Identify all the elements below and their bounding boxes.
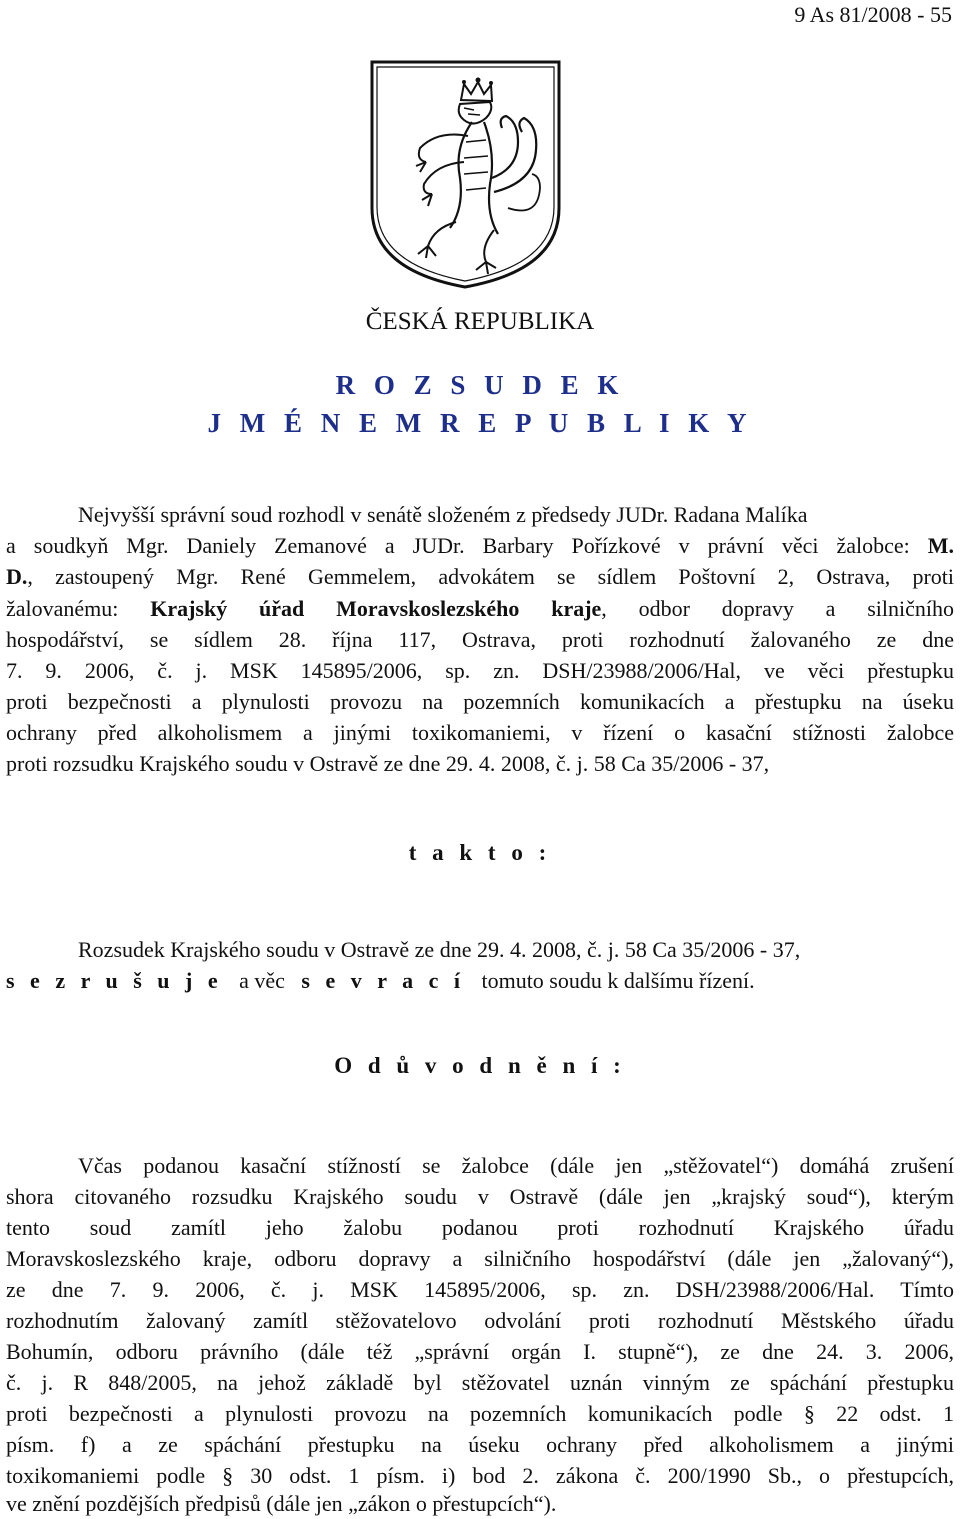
reasoning-line xyxy=(6,1181,954,1212)
case-number: 9 As 81/2008 - 55 xyxy=(794,2,952,27)
reasoning-text: Bohumín, odboru právního (dále též „správní orgán I. stupně“), ze dne 24. 3. 2006, xyxy=(6,1339,954,1364)
reasoning-line xyxy=(6,1274,954,1305)
intro-line xyxy=(6,530,954,561)
intro-text: ochrany před alkoholismem a jinými toxikomaniemi, v řízení o kasační stížnosti žalobce xyxy=(6,720,954,745)
country-heading: ČESKÁ REPUBLIKA xyxy=(365,308,595,335)
section-sign: § xyxy=(222,1463,234,1488)
ruling-line xyxy=(6,965,954,996)
plaintiff-initial: D. xyxy=(6,564,28,589)
intro-text: Nejvyšší správní soud rozhodl v senátě složeném z předsedy JUDr. Radana Malíka xyxy=(78,502,808,527)
intro-line xyxy=(6,686,954,717)
section-sign: § xyxy=(803,1401,815,1426)
intro-line xyxy=(6,624,954,655)
reasoning-text: tento soud zamítl jeho žalobu podanou proti rozhodnutí Krajského úřadu xyxy=(6,1215,954,1240)
intro-line xyxy=(6,593,954,624)
reasoning-text: 30 odst. 1 písm. i) bod 2. zákona č. 200/1990 Sb., o přestupcích, xyxy=(233,1463,954,1488)
reasoning-text: rozhodnutím žalovaný zamítl stěžovatelovo odvolání proti rozhodnutí Městského úřadu xyxy=(6,1308,954,1333)
reasoning-line xyxy=(6,1243,954,1274)
intro-text: proti bezpečnosti a plynulosti provozu na pozemních komunikacích a přestupku na úseku xyxy=(6,689,954,714)
reasoning-line xyxy=(6,1212,954,1243)
ruling-text: a věc xyxy=(239,968,285,993)
ruling-line xyxy=(6,934,954,965)
reasoning-line xyxy=(6,1336,954,1367)
intro-text: a soudkyň Mgr. Daniely Zemanové a JUDr. Barbary Pořízkové v právní věci žalobce: xyxy=(6,533,928,558)
reasoning-text: písm. f) a ze spáchání přestupku na úseku ochrany před alkoholismem a jinými xyxy=(6,1432,954,1457)
takto-heading: t a k t o : xyxy=(408,840,552,865)
intro-text: žalovanému: xyxy=(6,596,151,621)
plaintiff-initial: M. xyxy=(927,533,954,558)
intro-line xyxy=(6,748,954,779)
intro-line xyxy=(6,717,954,748)
reasoning-line xyxy=(6,1398,954,1429)
verdict-title: R O Z S U D E K xyxy=(335,370,625,400)
intro-line xyxy=(6,561,954,592)
reasoning-text: shora citovaného rozsudku Krajského soudu v Ostravě (dále jen „krajský soud“), kterým xyxy=(6,1184,954,1209)
intro-text: , odbor dopravy a silničního xyxy=(601,596,954,621)
intro-text: 7. 9. 2006, č. j. MSK 145895/2006, sp. zn. DSH/23988/2006/Hal, ve věci přestupku xyxy=(6,658,954,683)
reasoning-line xyxy=(6,1150,954,1181)
intro-line xyxy=(6,655,954,686)
ruling-annul: s e z r u š u j e xyxy=(6,968,223,993)
reasoning-text: Včas podanou kasační stížností se žalobce (dále jen „stěžovatel“) domáhá zrušení xyxy=(78,1153,954,1178)
reasoning-text: č. j. R 848/2005, na jehož základě byl stěžovatel uznán vinným ze spáchání přestupku xyxy=(6,1370,954,1395)
reasoning-line xyxy=(6,1488,954,1519)
in-name-of-republic-title: J M É N E M R E P U B L I K Y xyxy=(207,408,753,438)
ruling-return: s e v r a c í xyxy=(301,968,465,993)
defendant-name: Krajský úřad Moravskoslezského kraje xyxy=(150,596,602,621)
reasoning-text: proti bezpečnosti a plynulosti provozu na pozemních komunikacích podle xyxy=(6,1401,804,1426)
reasoning-line xyxy=(6,1429,954,1460)
intro-line xyxy=(6,499,954,530)
ruling-text: Rozsudek Krajského soudu v Ostravě ze dne 29. 4. 2008, č. j. 58 Ca 35/2006 - 37, xyxy=(78,937,801,962)
reasoning-text: toxikomaniemi podle xyxy=(6,1463,223,1488)
reasoning-line xyxy=(6,1367,954,1398)
intro-text: hospodářství, se sídlem 28. října 117, Ostrava, proti rozhodnutí žalovaného ze dne xyxy=(6,627,954,652)
reasoning-text: ve znění pozdějších předpisů (dále jen „zákon o přestupcích“). xyxy=(6,1491,557,1516)
reasoning-text: ze dne 7. 9. 2006, č. j. MSK 145895/2006, sp. zn. DSH/23988/2006/Hal. Tímto xyxy=(6,1277,954,1302)
intro-text: , zastoupený Mgr. René Gemmelem, advokátem se sídlem Poštovní 2, Ostrava, proti xyxy=(27,564,954,589)
reasoning-text: 22 odst. 1 xyxy=(814,1401,954,1426)
intro-text: proti rozsudku Krajského soudu v Ostravě ze dne 29. 4. 2008, č. j. 58 Ca 35/2006 - 37, xyxy=(6,751,770,776)
ruling-text: tomuto soudu k dalšímu řízení. xyxy=(481,968,755,993)
reasoning-text: Moravskoslezského kraje, odboru dopravy a silničního hospodářství (dále jen „žalovaný“), xyxy=(6,1246,954,1271)
reasoning-line xyxy=(6,1460,954,1491)
coat-of-arms-icon xyxy=(368,58,563,290)
reasoning-line xyxy=(6,1305,954,1336)
reasoning-heading: O d ů v o d n ě n í : xyxy=(334,1053,626,1078)
